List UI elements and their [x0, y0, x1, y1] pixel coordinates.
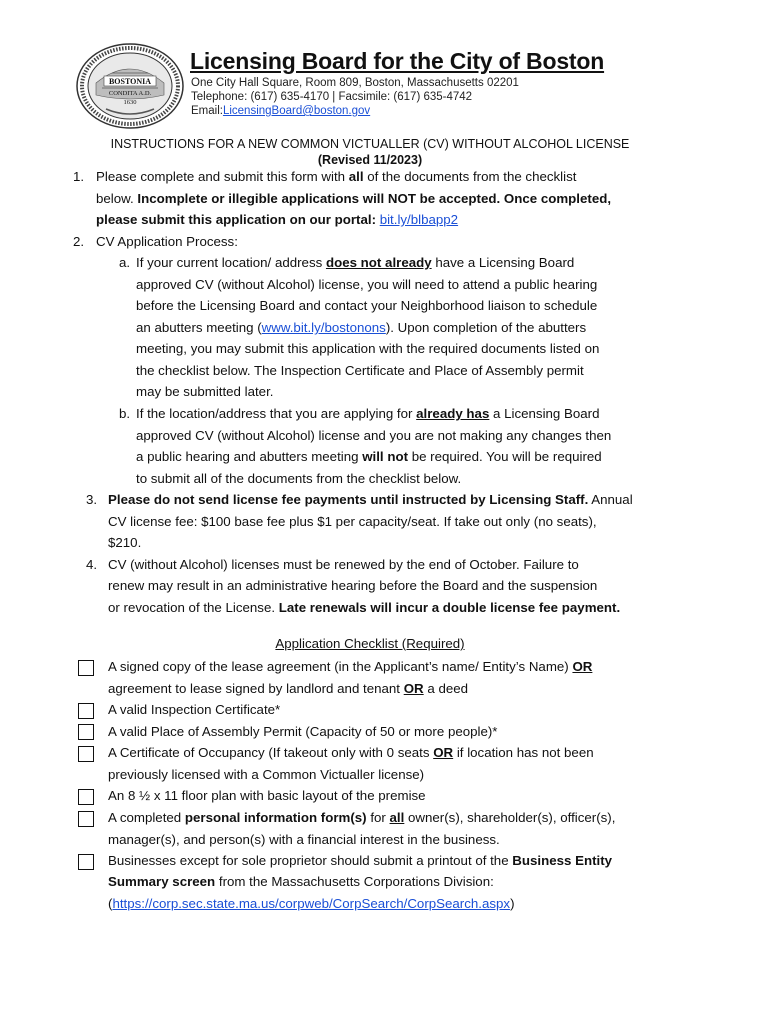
text: OR	[403, 681, 424, 696]
checklist-lease-line-1	[108, 659, 592, 674]
item-3-line-1	[108, 492, 633, 507]
item-2a-line-6: the checklist below. The Inspection Certificate and Place of Assembly permit	[136, 363, 584, 378]
email-label: Email:	[191, 105, 223, 117]
item-3-line-2: CV license fee: $100 base fee plus $1 per capacity/seat. If take out only (no seats),	[108, 514, 597, 529]
text: If the location/address that you are applying for	[136, 406, 417, 421]
item-2a-line-4	[136, 320, 586, 335]
instructions-title: INSTRUCTIONS FOR A NEW COMMON VICTUALLER (CV) WITHOUT ALCOHOL LICENSE	[110, 137, 630, 151]
text: personal information form(s)	[184, 810, 367, 825]
item-4-line-1: CV (without Alcohol) licenses must be renewed by the end of October. Failure to	[108, 557, 579, 572]
item-2a-line-3: before the Licensing Board and contact your Neighborhood liaison to schedule	[136, 298, 598, 313]
text: please submit this application on our portal:	[96, 212, 380, 227]
text: )	[510, 896, 515, 911]
subitem-label: b.	[119, 406, 131, 421]
item-4-line-2: renew may result in an administrative hearing before the Board and the suspension	[108, 578, 598, 593]
text: A Certificate of Occupancy (If takeout only with 0 seats	[108, 745, 434, 760]
text: all	[389, 810, 405, 825]
checklist-inspection: A valid Inspection Certificate*	[108, 702, 281, 717]
text: a deed	[423, 681, 469, 696]
item-1-line-3	[96, 212, 458, 227]
item-2a-line-5: meeting, you may submit this application with the required documents listed on	[136, 341, 600, 356]
item-number: 2.	[73, 234, 85, 249]
checkbox-business-entity[interactable]	[78, 854, 94, 870]
text: Incomplete or illegible applications will NOT be accepted. Once completed,	[137, 191, 612, 206]
checkbox-inspection[interactable]	[78, 703, 94, 719]
item-1-line-1	[96, 169, 576, 184]
text: have a Licensing Board	[431, 255, 575, 270]
checkbox-occupancy[interactable]	[78, 746, 94, 762]
text: OR	[433, 745, 454, 760]
text: will not	[362, 449, 408, 464]
text: Annual	[588, 492, 633, 507]
address-line: One City Hall Square, Room 809, Boston, Massachusetts 02201	[191, 77, 519, 89]
item-1-line-2	[96, 191, 611, 206]
phone-line: Telephone: (617) 635-4170 | Facsimile: (617) 635-4742	[191, 91, 473, 103]
text: of the documents from the checklist	[363, 169, 577, 184]
subitem-label: a.	[119, 255, 131, 270]
item-2b-line-3	[136, 449, 602, 464]
text: from the Massachusetts Corporations Division:	[215, 874, 494, 889]
text: all	[348, 169, 364, 184]
text: Please do not send license fee payments until instructed by Licensing Staff.	[108, 492, 589, 507]
text: an abutters meeting (	[136, 320, 262, 335]
item-3-line-3: $210.	[108, 535, 142, 550]
checklist-occupancy-line-1	[108, 745, 594, 760]
item-number: 3.	[86, 492, 98, 507]
text: a public hearing and abutters meeting	[136, 449, 363, 464]
text: Please complete and submit this form with	[96, 169, 349, 184]
text: for	[366, 810, 390, 825]
text: (	[108, 896, 113, 911]
checklist-occupancy-line-2: previously licensed with a Common Victualler license)	[108, 767, 425, 782]
portal-link[interactable]: bit.ly/blbapp2	[379, 212, 459, 227]
checklist-floor-plan: An 8 ½ x 11 floor plan with basic layout of the premise	[108, 788, 426, 803]
text: OR	[572, 659, 593, 674]
revised-date: (Revised 11/2023)	[317, 153, 423, 167]
page-title: Licensing Board for the City of Boston	[190, 48, 605, 74]
text: does not already	[325, 255, 432, 270]
checkbox-floor-plan[interactable]	[78, 789, 94, 805]
item-4-line-3	[108, 600, 620, 615]
checklist-lease-line-2	[108, 681, 468, 696]
item-2a-line-2: approved CV (without Alcohol) license, you will need to attend a public hearing	[136, 277, 598, 292]
item-number: 4.	[86, 557, 98, 572]
item-2b-line-2: approved CV (without Alcohol) license and you are not making any changes then	[136, 428, 612, 443]
item-2b-line-1	[136, 406, 600, 421]
corp-search-link[interactable]: https://corp.sec.state.ma.us/corpweb/CorpSearch/CorpSearch.aspx	[112, 896, 511, 911]
text: owner(s), shareholder(s), officer(s),	[404, 810, 616, 825]
checklist-personal-info-line-1	[108, 810, 615, 825]
text: A signed copy of the lease agreement (in the Applicant’s name/ Entity’s Name)	[108, 659, 573, 674]
checklist-business-entity-line-1	[108, 853, 612, 868]
item-2-line-1: CV Application Process:	[96, 234, 238, 249]
seal-motto: CONDITA A.D.	[108, 90, 152, 97]
text: be required. You will be required	[408, 449, 602, 464]
seal-year: 1630	[123, 99, 137, 106]
item-2a-line-7: may be submitted later.	[136, 384, 274, 399]
text: agreement to lease signed by landlord and tenant	[108, 681, 404, 696]
checkbox-personal-info[interactable]	[78, 811, 94, 827]
item-2a-line-1	[136, 255, 574, 270]
item-number: 1.	[73, 169, 85, 184]
checklist-personal-info-line-2: manager(s), and person(s) with a financial interest in the business.	[108, 832, 500, 847]
text: or revocation of the License.	[108, 600, 279, 615]
text: below.	[96, 191, 138, 206]
item-2b-line-4: to submit all of the documents from the checklist below.	[136, 471, 462, 486]
checklist-assembly: A valid Place of Assembly Permit (Capacity of 50 or more people)*	[108, 724, 498, 739]
abutters-link[interactable]: www.bit.ly/bostonons	[261, 320, 386, 335]
text: If your current location/ address	[136, 255, 326, 270]
text: already has	[416, 406, 490, 421]
text: Business Entity	[512, 853, 613, 868]
seal-name: BOSTONIA	[108, 77, 152, 86]
text: Late renewals will incur a double license fee payment.	[278, 600, 621, 615]
text: a Licensing Board	[489, 406, 600, 421]
email-link[interactable]: LicensingBoard@boston.gov	[222, 105, 371, 117]
checkbox-lease[interactable]	[78, 660, 94, 676]
checklist-heading: Application Checklist (Required)	[275, 636, 465, 651]
checkbox-assembly[interactable]	[78, 724, 94, 740]
text: Summary screen	[108, 874, 216, 889]
text: A completed	[108, 810, 185, 825]
text: if location has not been	[453, 745, 594, 760]
checklist-business-entity-line-2	[108, 874, 494, 889]
checklist-business-entity-line-3	[108, 896, 515, 911]
city-seal-logo	[76, 43, 184, 129]
text: Businesses except for sole proprietor should submit a printout of the	[108, 853, 513, 868]
text: ). Upon completion of the abutters	[385, 320, 587, 335]
email-line	[191, 105, 370, 117]
